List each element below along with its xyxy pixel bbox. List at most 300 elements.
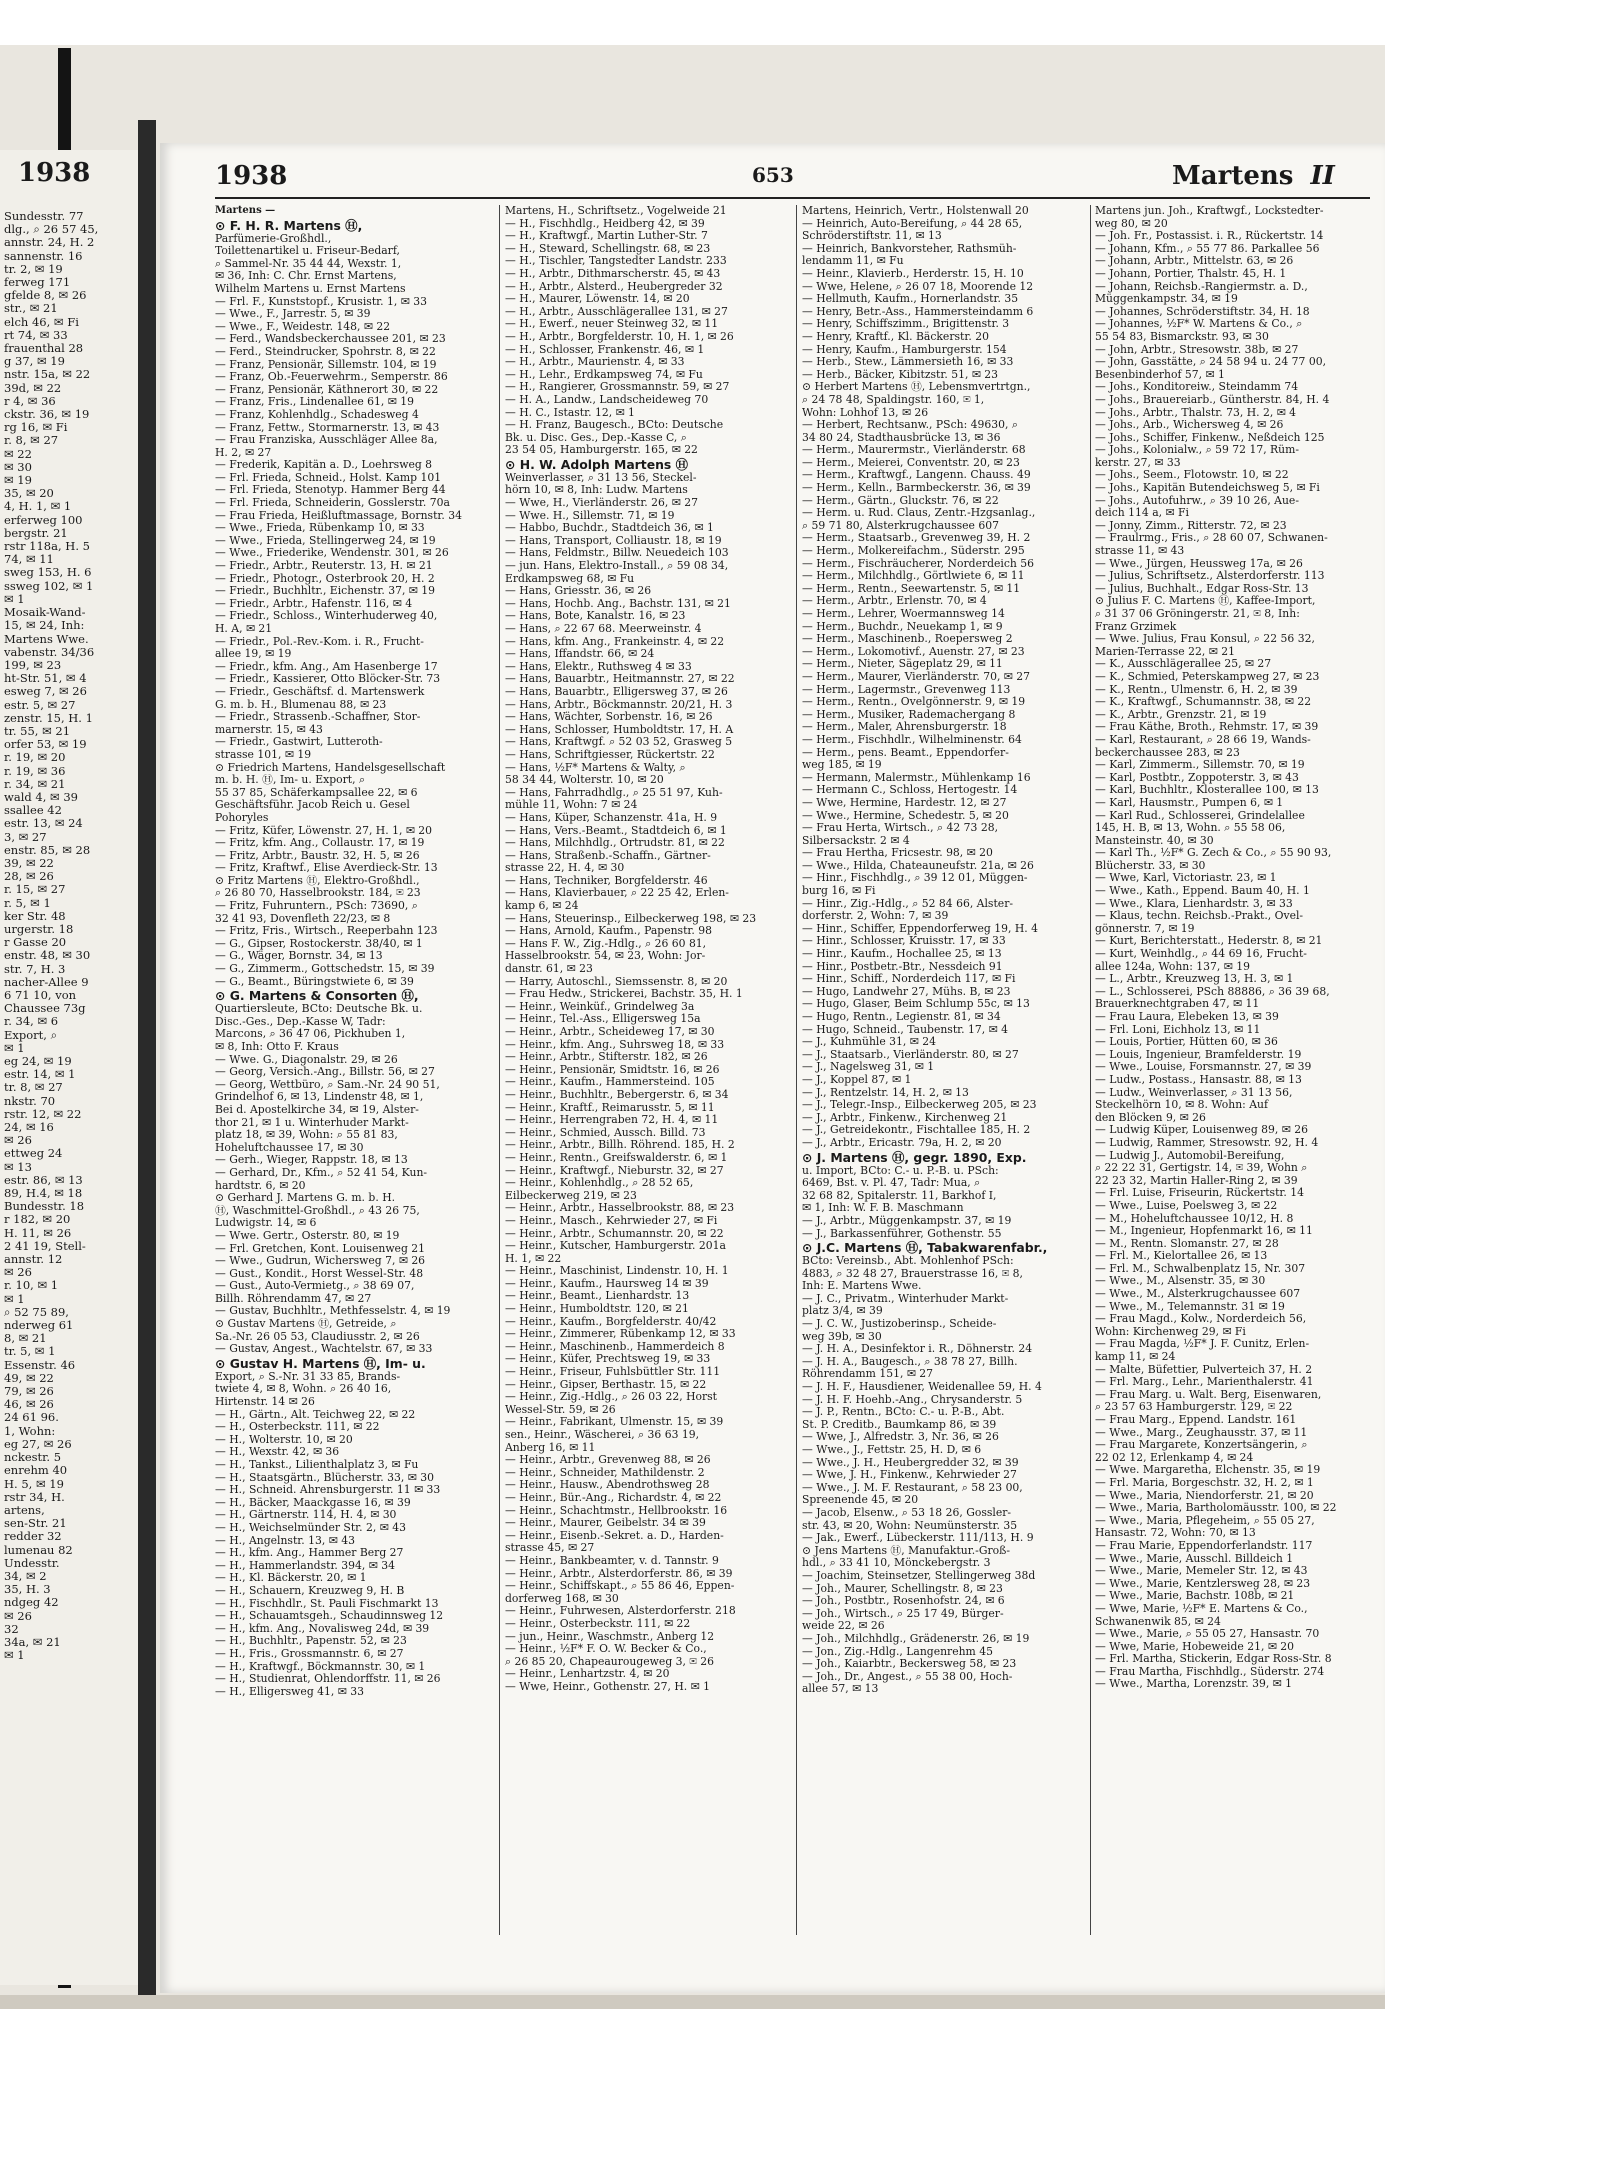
directory-entry-line: — H., Schauern, Kreuzweg 9, H. B [215, 1584, 405, 1597]
directory-entry-line: — H., Arbtr., Ausschlägerallee 131, ✉ 27 [505, 305, 728, 318]
directory-entry-line: ⌕ Sammel-Nr. 35 44 44, Wexstr. 1, [215, 257, 402, 270]
directory-entry-line: — Hans, Küper, Schanzenstr. 41a, H. 9 [505, 811, 718, 824]
directory-entry-line: — Heinr., Fabrikant, Ulmenstr. 15, ✉ 39 [505, 1416, 724, 1429]
directory-entry-line: — Hans, Fahrradhdlg., ⌕ 25 51 97, Kuh- [505, 786, 723, 799]
left-page-line: r Gasse 20 [4, 935, 67, 950]
directory-entry-line: — Herm., Maler, Ahrensburgerstr. 18 [802, 721, 1007, 734]
directory-entry-line: — Hans F. W., Zig.-Hdlg., ⌕ 26 60 81, [505, 937, 707, 950]
directory-entry-line: — Henry, Schiffszimm., Brigittenstr. 3 [802, 318, 1010, 331]
directory-entry-line: — Hans, Wächter, Sorbenstr. 16, ✉ 26 [505, 711, 713, 724]
left-page-line: H. 11, ✉ 26 [4, 1225, 72, 1240]
directory-entry-line: — Frau Hertha, Fricsestr. 98, ✉ 20 [802, 847, 993, 860]
left-page-line: elch 46, ✉ Fi [4, 314, 79, 329]
left-page-line: estr. 13, ✉ 24 [4, 816, 83, 831]
left-page-line: r. 10, ✉ 1 [4, 1278, 59, 1293]
left-page-line: orfer 53, ✉ 19 [4, 737, 87, 752]
left-page-line: 32 [4, 1621, 19, 1636]
left-page-line: nckestr. 5 [4, 1450, 62, 1465]
directory-entry-line: — Herm., Lokomotivf., Auenstr. 27, ✉ 23 [802, 645, 1025, 658]
firm-entry-heading: ⊙ Gustav H. Martens Ⓗ, Im- u. [215, 1355, 426, 1371]
directory-entry-line: — Wwe. H., Sillemstr. 71, ✉ 19 [505, 509, 675, 522]
firm-entry-heading: ⊙ J. Martens Ⓗ, gegr. 1890, Exp. [802, 1149, 1027, 1165]
directory-entry-line: — Heinr., Arbtr., Scheideweg 17, ✉ 30 [505, 1026, 715, 1038]
directory-entry-line: weg 185, ✉ 19 [802, 759, 882, 772]
directory-entry-line: hdl., ⌕ 33 41 10, Mönckebergstr. 3 [802, 1557, 991, 1570]
directory-entry-line: Bk. u. Disc. Ges., Dep.-Kasse C, ⌕ [505, 431, 687, 444]
directory-entry-line: — Heinr., Arbtr., Hasselbrookstr. 88, ✉ 23 [505, 1202, 735, 1215]
directory-entry-line: — Hans, Feldmstr., Billw. Neuedeich 103 [505, 547, 729, 560]
directory-entry-line: — Friedr., Geschäftsf. d. Martenswerk [215, 685, 425, 698]
directory-entry-line: ⊙ Gerhard J. Martens G. m. b. H. [215, 1192, 396, 1205]
directory-entry-line: marnerstr. 15, ✉ 43 [215, 723, 323, 736]
directory-entry-line: str. 43, ✉ 20, Wohn: Neumünsterstr. 35 [802, 1519, 1018, 1532]
left-page-line: estr. 5, ✉ 27 [4, 697, 76, 712]
directory-entry-line: — Frl. F., Kunststopf., Krusistr. 1, ✉ 33 [215, 295, 427, 308]
directory-entry-line: — Wwe., Frieda, Rübenkamp 10, ✉ 33 [215, 522, 425, 535]
left-page-line: esweg 7, ✉ 26 [4, 684, 87, 699]
directory-entry-line: — M., Ingenieur, Hopfenmarkt 16, ✉ 11 [1095, 1225, 1313, 1238]
directory-entry-line: allee 124a, Wohn: 137, ✉ 19 [1095, 960, 1250, 973]
directory-entry-line: — Herm., pens. Beamt., Eppendorfer- [802, 746, 1009, 759]
left-page-line: erferweg 100 [4, 512, 83, 527]
directory-entry-line: — Wwe., Marie, Memeler Str. 12, ✉ 43 [1095, 1565, 1308, 1578]
left-page-line: nacher-Allee 9 [4, 974, 89, 989]
directory-entry-line: 145, H. B, ✉ 13, Wohn. ⌕ 55 58 06, [1095, 822, 1286, 835]
directory-entry-line: — Hans, Hochb. Ang., Bachstr. 131, ✉ 21 [505, 597, 731, 610]
directory-entry-line: — Johs., Autofuhrw., ⌕ 39 10 26, Aue- [1095, 494, 1299, 507]
directory-entry-line: — Johann, Portier, Thalstr. 45, H. 1 [1095, 267, 1287, 280]
directory-entry-line: — Johs., Schiffer, Finkenw., Neßdeich 125 [1095, 431, 1325, 444]
directory-entry-line: Inh: E. Martens Wwe. [802, 1280, 922, 1293]
directory-entry-line: — Herm., Lehrer, Woermannsweg 14 [802, 608, 1005, 620]
directory-entry-line: — Joh., Wirtsch., ⌕ 25 17 49, Bürger- [802, 1607, 1004, 1620]
directory-entry-line: — Wwe. Gertr., Osterstr. 80, ✉ 19 [215, 1229, 400, 1242]
directory-entry-line: — Julius, Buchhalt., Edgar Ross-Str. 13 [1095, 582, 1309, 595]
directory-entry-line: — Friedr., Strassenb.-Schaffner, Stor- [215, 711, 421, 724]
left-page-line: eg 27, ✉ 26 [4, 1436, 72, 1451]
left-page-line: estr. 14, ✉ 1 [4, 1067, 76, 1082]
directory-entry-line: dorferweg 168, ✉ 30 [505, 1592, 619, 1605]
directory-entry-line: ⊙ Gustav Martens Ⓗ, Getreide, ⌕ [215, 1318, 397, 1331]
left-page-line: Export, ⌕ [4, 1027, 58, 1042]
left-page-line: tr. 8, ✉ 27 [4, 1080, 63, 1095]
directory-entry-line: den Blöcken 9, ✉ 26 [1095, 1111, 1206, 1124]
directory-entry-line: — Wwe, Marie, ½F* E. Martens & Co., [1095, 1602, 1308, 1615]
directory-entry-line: — Hans, Elektr., Ruthsweg 4 ✉ 33 [505, 660, 692, 673]
left-page-fragment [0, 150, 138, 1985]
directory-entry-line: — Frau Laura, Elebeken 13, ✉ 39 [1095, 1011, 1279, 1023]
left-page-line: H. 5, ✉ 19 [4, 1476, 64, 1491]
directory-entry-line: — Fritz, Fris., Wirtsch., Reeperbahn 123 [215, 925, 438, 938]
column-divider [499, 205, 500, 1935]
left-page-line: 39, ✉ 22 [4, 855, 54, 870]
directory-entry-line: — J. C. W., Justizoberinsp., Scheide- [802, 1318, 997, 1331]
directory-entry-line: hardtstr. 6, ✉ 20 [215, 1179, 306, 1192]
directory-entry-line: — Wwe, Heinr., Gothenstr. 27, H. ✉ 1 [505, 1680, 711, 1693]
left-page-line: 35, ✉ 20 [4, 486, 54, 501]
directory-entry-line: — Heinr., Arbtr., Stifterstr. 182, ✉ 26 [505, 1051, 708, 1064]
directory-entry-line: — Hugo, Schneid., Taubenstr. 17, ✉ 4 [802, 1023, 1008, 1036]
left-page-line: r. 19, ✉ 36 [4, 763, 66, 778]
directory-entry-line: — Frl. Luise, Friseurin, Rückertstr. 14 [1095, 1187, 1305, 1200]
directory-entry-line: — Wwe., Marie, Ausschl. Billdeich 1 [1095, 1552, 1294, 1565]
left-page-line: 199, ✉ 23 [4, 657, 62, 672]
directory-entry-line: — J. P., Rentn., BCto: C.- u. P.-B., Abt. [802, 1406, 1005, 1419]
directory-entry-line: — Hans, Arbtr., Böckmannstr. 20/21, H. 3 [505, 698, 733, 711]
left-page-line: nderweg 61 [4, 1318, 74, 1333]
directory-entry-line: — Frau Käthe, Broth., Rehmstr. 17, ✉ 39 [1095, 721, 1319, 734]
directory-entry-line: — Wwe., Friederike, Wendenstr. 301, ✉ 26 [215, 547, 449, 560]
directory-entry-line: 4883, ⌕ 32 48 27, Brauerstrasse 16, ✉ 8, [802, 1267, 1023, 1280]
left-page-text-column [4, 210, 138, 1662]
left-page-line: Mosaik-Wand- [4, 605, 86, 620]
directory-entry-line: Hoheluftchaussee 17, ✉ 30 [215, 1141, 364, 1154]
directory-entry-line: — Wwe., J. M. F. Restaurant, ⌕ 58 23 00, [802, 1481, 1023, 1494]
directory-entry-line: — Herm., Fischhdlr., Wilhelminenstr. 64 [802, 733, 1022, 746]
directory-entry-line: — H., Wolterstr. 10, ✉ 20 [215, 1433, 353, 1446]
directory-entry-line: — H., kfm. Ang., Hammer Berg 27 [215, 1547, 404, 1560]
directory-entry-line: — Heinr., Arbtr., Schumannstr. 20, ✉ 22 [505, 1227, 724, 1240]
directory-entry-line: — Herm., Molkereifachm., Süderstr. 295 [802, 545, 1025, 558]
directory-entry-line: — Fritz, kfm. Ang., Collaustr. 17, ✉ 19 [215, 837, 425, 850]
directory-entry-line: — Wwe., Kath., Eppend. Baum 40, H. 1 [1095, 885, 1310, 898]
directory-entry-line: — Wwe, H., Vierländerstr. 26, ✉ 27 [505, 497, 698, 510]
directory-entry-line: mühle 11, Wohn: 7 ✉ 24 [505, 799, 638, 812]
directory-entry-line: — Frl. Loni, Eichholz 13, ✉ 11 [1095, 1023, 1261, 1036]
directory-entry-line: — Herm., Kelln., Barmbeckerstr. 36, ✉ 39 [802, 482, 1031, 495]
directory-entry-line: H. A, ✉ 21 [215, 623, 273, 635]
directory-entry-line: ⊙ Julius F. C. Martens Ⓗ, Kaffee-Import, [1095, 595, 1316, 608]
directory-entry-line: — Heinr., Weinküf., Grindelweg 3a [505, 1000, 695, 1013]
directory-entry-line: — J. H. A., Desinfektor i. R., Döhnerstr. 24 [802, 1343, 1033, 1356]
left-page-line: eg 24, ✉ 19 [4, 1054, 72, 1068]
directory-entry-line: — Jacob, Elsenw., ⌕ 53 18 26, Gossler- [802, 1506, 1012, 1519]
directory-entry-line: — K., Ausschlägerallee 25, ✉ 27 [1095, 658, 1272, 671]
directory-entry-line: — Franz, Kohlenhdlg., Schadesweg 4 [215, 408, 419, 421]
directory-entry-line: — Frl. Martha, Stickerin, Edgar Ross-Str. 8 [1095, 1653, 1332, 1666]
left-page-line: nstr. 15a, ✉ 22 [4, 367, 91, 382]
directory-entry-line: — J. C., Privatm., Winterhuder Markt- [802, 1292, 1009, 1305]
directory-entry-line: — Hans, Steuerinsp., Eilbeckerweg 198, ✉ 23 [505, 912, 757, 925]
directory-entry-line: — Johannes, Schröderstiftstr. 34, H. 18 [1095, 305, 1310, 318]
directory-entry-line: — Johs., Seem., Flotowstr. 10, ✉ 22 [1095, 469, 1289, 482]
directory-entry-line: — Herm., Lagermstr., Grevenweg 113 [802, 683, 1011, 696]
directory-entry-line: — Hinr., Schlosser, Kruisstr. 17, ✉ 33 [802, 935, 1006, 948]
directory-entry-line: — Karl, Hausmstr., Pumpen 6, ✉ 1 [1095, 796, 1284, 809]
directory-entry-line: — Hugo, Landwehr 27, Mühs. B, ✉ 23 [802, 985, 1011, 998]
left-page-line: estr. 86, ✉ 13 [4, 1172, 83, 1187]
directory-entry-line: — Karl, Zimmerm., Sillemstr. 70, ✉ 19 [1095, 759, 1305, 772]
directory-entry-line: — Hans, Bote, Kanalstr. 16, ✉ 23 [505, 610, 686, 623]
directory-entry-line: Hasselbrookstr. 54, ✉ 23, Wohn: Jor- [505, 950, 706, 963]
directory-entry-line: ⊙ Jens Martens Ⓗ, Manufaktur.-Groß- [802, 1544, 1010, 1557]
left-page-line: str. 7, H. 3 [4, 961, 66, 976]
directory-entry-line: — J., Arbtr., Finkenw., Kirchenweg 21 [802, 1111, 1008, 1124]
directory-entry-line: — Johs., Arbtr., Thalstr. 73, H. 2, ✉ 4 [1095, 406, 1297, 419]
left-page-line: 24, ✉ 16 [4, 1120, 54, 1135]
directory-entry-line: — Georg, Versich.-Ang., Billstr. 56, ✉ 27 [215, 1066, 435, 1079]
directory-entry-line: Hansastr. 72, Wohn: 70, ✉ 13 [1095, 1527, 1256, 1540]
left-page-line: r 4, ✉ 36 [4, 393, 56, 408]
directory-entry-line: — H., Osterbeckstr. 111, ✉ 22 [215, 1421, 380, 1434]
directory-entry-line: — Klaus, techn. Reichsb.-Prakt., Övel- [1095, 910, 1304, 923]
directory-entry-line: — Friedr., Arbtr., Reuterstr. 13, H. ✉ 21 [215, 560, 433, 573]
directory-entry-line: — Hans, Vers.-Beamt., Stadtdeich 6, ✉ 1 [505, 824, 727, 837]
directory-entry-line: — Hinr., Fischhdlg., ⌕ 39 12 01, Müggen- [802, 872, 1028, 885]
directory-entry-line: — H., kfm. Ang., Novalisweg 24d, ✉ 39 [215, 1622, 430, 1635]
directory-entry-line: — Frl. M., Kielortallee 26, ✉ 13 [1095, 1250, 1268, 1263]
left-page-line: wald 4, ✉ 39 [4, 789, 78, 804]
left-page-line: annstr. 12 [4, 1252, 63, 1267]
directory-entry-line: burg 16, ✉ Fi [802, 885, 876, 898]
directory-entry-line: platz 18, ✉ 39, Wohn: ⌕ 55 81 83, [215, 1129, 398, 1142]
directory-entry-line: — Georg, Wettbüro, ⌕ Sam.-Nr. 24 90 51, [215, 1078, 440, 1091]
header-running-name [1172, 161, 1335, 191]
directory-entry-line: — Herm., Rentn., Seewartenstr. 5, ✉ 11 [802, 582, 1021, 595]
directory-entry-line: — Wwe., Marg., Zeughausstr. 37, ✉ 11 [1095, 1426, 1308, 1439]
directory-entry-line: strasse 22, H. 4, ✉ 30 [505, 862, 625, 875]
directory-entry-line: — H., Buchhltr., Papenstr. 52, ✉ 23 [215, 1635, 407, 1648]
directory-entry-line: Brauerknechtgraben 47, ✉ 11 [1095, 998, 1260, 1011]
left-page-line: enstr. 85, ✉ 28 [4, 842, 91, 857]
directory-entry-line: — Hinr., Schiffer, Eppendorferweg 19, H. 4 [802, 922, 1038, 935]
directory-entry-line: — Joh., Dr., Angest., ⌕ 55 38 00, Hoch- [802, 1670, 1013, 1683]
directory-entry-line: 22 02 12, Erlenkamp 4, ✉ 24 [1095, 1451, 1254, 1464]
directory-entry-line: — John, Arbtr., Stresowstr. 38b, ✉ 27 [1095, 343, 1299, 356]
directory-entry-line: — Heinr., Gipser, Berthastr. 15, ✉ 22 [505, 1378, 707, 1391]
directory-entry-line: — Jak., Ewerf., Lübeckerstr. 111/113, H. 9 [802, 1532, 1034, 1545]
directory-page [160, 143, 1385, 1993]
directory-entry-line: — Hans, Milchhdlg., Ortrudstr. 81, ✉ 22 [505, 837, 725, 850]
directory-entry-line: — Hans, Arnold, Kaufm., Papenstr. 98 [505, 925, 712, 938]
directory-entry-line: — Heinr., Kaufm., Hammersteind. 105 [505, 1076, 715, 1089]
directory-entry-line: — Wwe. G., Diagonalstr. 29, ✉ 26 [215, 1053, 398, 1066]
directory-entry-line: Pohoryles [215, 811, 269, 824]
directory-column-3 [802, 205, 1087, 1965]
left-page-line: 1, Wohn: [4, 1423, 56, 1438]
directory-entry-line: Franz Grzimek [1095, 620, 1177, 633]
left-page-line: 2 41 19, Stell- [4, 1238, 86, 1253]
directory-entry-line: — J. H. F., Hausdiener, Weidenallee 59, H. 4 [802, 1381, 1042, 1394]
directory-entry-line: — Heinr., Kohlenhdlg., ⌕ 28 52 65, [505, 1177, 694, 1190]
directory-entry-line: — Wwe., Jürgen, Heussweg 17a, ✉ 26 [1095, 557, 1303, 570]
directory-entry-line: Weinverlasser, ⌕ 31 13 56, Steckel- [505, 471, 697, 484]
directory-entry-line: platz 3/4, ✉ 39 [802, 1305, 883, 1318]
directory-entry-line: — Hinr., Postbetr.-Btr., Nessdeich 91 [802, 960, 1003, 973]
left-page-line: ✉ 26 [4, 1133, 32, 1148]
directory-entry-line: — Fraulrmg., Fris., ⌕ 28 60 07, Schwanen- [1095, 532, 1328, 545]
directory-entry-line: Wohn: Kirchenweg 29, ✉ Fi [1095, 1325, 1246, 1338]
directory-entry-line: — K., Arbtr., Grenzstr. 21, ✉ 19 [1095, 708, 1267, 721]
directory-entry-line: — Frl. Maria, Borgeschstr. 32, H. 2, ✉ 1 [1095, 1476, 1314, 1489]
directory-entry-line: — Frau Hedw., Strickerei, Bachstr. 35, H. 1 [505, 988, 743, 1001]
directory-entry-line: — J., Arbtr., Müggenkampstr. 37, ✉ 19 [802, 1214, 1012, 1227]
directory-entry-line: Martens, H., Schriftsetz., Vogelweide 21 [505, 205, 727, 217]
directory-entry-line: 32 41 93, Dovenfleth 22/23, ✉ 8 [215, 912, 391, 925]
directory-entry-line: — Frau Frieda, Heißluftmassage, Bornstr. 34 [215, 509, 462, 522]
directory-entry-line: — J., Kuhmühle 31, ✉ 24 [802, 1036, 936, 1049]
directory-entry-line: — K., Rentn., Ulmenstr. 6, H. 2, ✉ 39 [1095, 683, 1298, 696]
directory-entry-line: — Johs., Brauereiarb., Güntherstr. 84, H. 4 [1095, 393, 1330, 406]
directory-entry-line: — Louis, Ingenieur, Bramfelderstr. 19 [1095, 1048, 1302, 1061]
directory-entry-line: — Gust., Auto-Vermietg., ⌕ 38 69 07, [215, 1280, 415, 1293]
directory-entry-line: — Frau Herta, Wirtsch., ⌕ 42 73 28, [802, 822, 998, 835]
directory-entry-line: — Heinr., Kutscher, Hamburgerstr. 201a [505, 1240, 726, 1253]
directory-entry-line: — H., Fris., Grossmannstr. 6, ✉ 27 [215, 1647, 404, 1660]
left-page-line: r. 5, ✉ 1 [4, 895, 51, 910]
left-page-line: ✉ 22 [4, 446, 32, 461]
directory-entry-line: 34 80 24, Stadthausbrücke 13, ✉ 36 [802, 431, 1001, 444]
directory-entry-line: — H., Schneid. Ahrensburgerstr. 11 ✉ 33 [215, 1484, 441, 1497]
directory-column-1 [215, 205, 495, 1965]
directory-entry-line: — Gerhard, Dr., Kfm., ⌕ 52 41 54, Kun- [215, 1166, 428, 1179]
directory-entry-line: — Joh., Milchhdlg., Grädenerstr. 26, ✉ 19 [802, 1632, 1030, 1645]
directory-entry-line: — J., Rentzelstr. 14, H. 2, ✉ 13 [802, 1086, 969, 1099]
directory-entry-line: — Wwe., Hilda, Chateauneufstr. 21a, ✉ 26 [802, 859, 1034, 872]
left-page-line: enrehm 40 [4, 1463, 68, 1478]
directory-entry-line: — Hans, Schriftgiesser, Rückertstr. 22 [505, 748, 715, 761]
directory-entry-line: — Gustav, Buchhltr., Methfesselstr. 4, ✉ 19 [215, 1305, 451, 1318]
left-page-line: ✉ 1 [4, 1648, 25, 1663]
directory-entry-line: — Joh. Fr., Postassist. i. R., Rückertstr. 14 [1095, 230, 1324, 243]
directory-entry-line: — Wwe., Maria, Pflegeheim, ⌕ 55 05 27, [1095, 1514, 1315, 1527]
directory-entry-line: — Wwe, Hermine, Hardestr. 12, ✉ 27 [802, 796, 1007, 809]
directory-entry-line: — Heinr., Humboldtstr. 120, ✉ 21 [505, 1303, 689, 1316]
directory-entry-line: — Hans, ⌕ 22 67 68. Meerweinstr. 4 [505, 623, 702, 635]
directory-entry-line: — Henry, Kraftf., Kl. Bäckerstr. 20 [802, 330, 989, 343]
left-page-line: 46, ✉ 26 [4, 1397, 54, 1412]
directory-entry-line: deich 114 a, ✉ Fi [1095, 507, 1189, 520]
left-page-line: 8, ✉ 21 [4, 1331, 47, 1346]
directory-entry-line: — Hans, Bauarbtr., Elligersweg 37, ✉ 26 [505, 685, 728, 698]
directory-entry-line: — Henry, Betr.-Ass., Hammersteindamm 6 [802, 305, 1034, 318]
directory-entry-line: kamp 6, ✉ 24 [505, 900, 579, 913]
directory-entry-line: — Herm., Staatsarb., Grevenweg 39, H. 2 [802, 532, 1031, 545]
directory-entry-line: — Frau Margarete, Konzertsängerin, ⌕ [1095, 1439, 1308, 1452]
directory-entry-line: — Wwe, Helene, ⌕ 26 07 18, Moorende 12 [802, 280, 1034, 293]
directory-entry-line: — Frl. M., Schwalbenplatz 15, Nr. 307 [1095, 1262, 1306, 1275]
left-page-line: frauenthal 28 [4, 341, 84, 356]
directory-entry-line: — Heinr., Beamt., Lienhardstr. 13 [505, 1290, 690, 1303]
directory-entry-line: — H., Gärtn., Alt. Teichweg 22, ✉ 22 [215, 1408, 416, 1421]
directory-entry-line: — Hans, Techniker, Borgfelderstr. 46 [505, 874, 708, 887]
page-header [160, 143, 1385, 195]
left-page-line: nkstr. 70 [4, 1093, 56, 1108]
directory-entry-line: Geschäftsführ. Jacob Reich u. Gesel [215, 799, 410, 812]
directory-entry-line: — Herm., Gärtn., Gluckstr. 76, ✉ 22 [802, 494, 999, 507]
left-page-line: ✉ 13 [4, 1159, 32, 1174]
directory-entry-line: — M., Rentn. Slomanstr. 27, ✉ 28 [1095, 1237, 1279, 1250]
directory-entry-line: — H., Schlosser, Frankenstr. 46, ✉ 1 [505, 343, 705, 356]
left-page-line: 34a, ✉ 21 [4, 1634, 61, 1649]
directory-entry-line: — Heinr., Hausw., Abendrothsweg 28 [505, 1479, 710, 1492]
directory-entry-line: — Friedr., kfm. Ang., Am Hasenberge 17 [215, 660, 438, 673]
directory-entry-line: — H., Bäcker, Maackgasse 16, ✉ 39 [215, 1496, 411, 1509]
directory-entry-line: strasse 45, ✉ 27 [505, 1542, 595, 1555]
left-page-line: ettweg 24 [4, 1146, 63, 1161]
page-number: 653 [752, 163, 794, 187]
directory-entry-line: — Fritz, Fuhruntern., PSch: 73690, ⌕ [215, 900, 418, 913]
directory-entry-line: — H., Hammerlandstr. 394, ✉ 34 [215, 1559, 395, 1572]
directory-entry-line: — Friedr., Pol.-Rev.-Kom. i. R., Frucht- [215, 635, 424, 648]
directory-entry-line: — K., Kraftwgf., Schumannstr. 38, ✉ 22 [1095, 696, 1312, 709]
directory-entry-line: — Wwe., Marie, Kentzlersweg 28, ✉ 23 [1095, 1577, 1311, 1590]
directory-entry-line: Grindelhof 6, ✉ 13, Lindenstr 48, ✉ 1, [215, 1091, 424, 1104]
directory-entry-line: — K., Schmied, Peterskampweg 27, ✉ 23 [1095, 670, 1320, 683]
header-name: Martens [1172, 161, 1294, 191]
directory-entry-line: — G., Wäger, Bornstr. 34, ✉ 13 [215, 950, 383, 963]
directory-entry-line: — Johs., Kapitän Butendeichsweg 5, ✉ Fi [1095, 482, 1320, 495]
directory-entry-line: — Heinr., Arbtr., Grevenweg 88, ✉ 26 [505, 1454, 711, 1467]
directory-entry-line: Wessel-Str. 59, ✉ 26 [505, 1403, 616, 1416]
directory-entry-line: — Heinr., Zig.-Hdlg., ⌕ 26 03 22, Horst [505, 1391, 718, 1404]
directory-entry-line: u. Import, BCto: C.- u. P.-B. u. PSch: [802, 1164, 999, 1177]
directory-entry-line: — Gustav, Angest., Wachtelstr. 67, ✉ 33 [215, 1343, 433, 1356]
directory-entry-line: — Hans, kfm. Ang., Frankeinstr. 4, ✉ 22 [505, 635, 725, 648]
directory-entry-line: danstr. 61, ✉ 23 [505, 963, 593, 976]
directory-entry-line: Mansteinstr. 40, ✉ 30 [1095, 834, 1214, 847]
directory-entry-line: weide 22, ✉ 26 [802, 1620, 885, 1633]
directory-entry-line: — H., Wexstr. 42, ✉ 36 [215, 1446, 340, 1459]
directory-entry-line: strasse 11, ✉ 43 [1095, 545, 1185, 558]
directory-entry-line: — J., Nagelsweg 31, ✉ 1 [802, 1061, 935, 1074]
directory-entry-line: Toilettenartikel u. Friseur-Bedarf, [215, 245, 400, 258]
directory-entry-line: — Wwe., J. H., Heubergredder 32, ✉ 39 [802, 1456, 1019, 1469]
left-page-line: sen-Str. 21 [4, 1516, 67, 1531]
directory-entry-line: — Heinr., Arbtr., Alsterdorferstr. 86, ✉ 39 [505, 1567, 733, 1580]
directory-entry-line: — Hans, Schlosser, Humboldtstr. 17, H. A [505, 723, 734, 736]
left-page-line: 39d, ✉ 22 [4, 380, 62, 395]
directory-entry-line: — Frl. Frieda, Schneiderin, Gosslerstr. 70a [215, 497, 450, 510]
directory-entry-line: ⌕ 23 57 63 Hamburgerstr. 129, ✉ 22 [1095, 1401, 1293, 1414]
directory-entry-line: — H., Arbtr., Dithmarscherstr. 45, ✉ 43 [505, 267, 721, 280]
directory-entry-line: — Wwe, Karl, Victoriastr. 23, ✉ 1 [1095, 872, 1277, 885]
directory-entry-line: ⌕ 26 80 70, Hasselbrookstr. 184, ✉ 23 [215, 887, 421, 900]
directory-entry-line: — Hermann, Malermstr., Mühlenkamp 16 [802, 771, 1031, 784]
directory-entry-line: — Hugo, Rentn., Legienstr. 81, ✉ 34 [802, 1011, 1001, 1023]
directory-entry-line: — H., Rangierer, Grossmannstr. 59, ✉ 27 [505, 381, 730, 394]
directory-entry-line: — Joachim, Steinsetzer, Stellingerweg 38d [802, 1569, 1036, 1582]
directory-entry-line: Schwanenwik 85, ✉ 24 [1095, 1615, 1221, 1628]
left-page-line: ✉ 19 [4, 473, 32, 488]
directory-entry-line: — Herm., Maurermstr., Vierländerstr. 68 [802, 444, 1026, 457]
header-year: 1938 [215, 161, 288, 191]
directory-entry-line: Ⓗ, Waschmittel-Großhdl., ⌕ 43 26 75, [215, 1204, 420, 1217]
directory-entry-line: — Hans, Bauarbtr., Heitmannstr. 27, ✉ 22 [505, 673, 735, 686]
left-page-line: rstr. 12, ✉ 22 [4, 1106, 82, 1121]
directory-entry-line: — Heinr., kfm. Ang., Suhrsweg 18, ✉ 33 [505, 1038, 725, 1051]
directory-entry-line: Ludwigstr. 14, ✉ 6 [215, 1217, 317, 1230]
directory-entry-line: — Hans, Transport, Colliaustr. 18, ✉ 19 [505, 534, 722, 547]
directory-entry-line: — Friedr., Gastwirt, Lutteroth- [215, 736, 383, 749]
directory-entry-line: — J., Getreidekontr., Fischtallee 185, H. 2 [802, 1124, 1031, 1137]
directory-entry-line: ⊙ Friedrich Martens, Handelsgesellschaft [215, 761, 446, 774]
directory-entry-line: — Louis, Portier, Hütten 60, ✉ 36 [1095, 1036, 1278, 1049]
directory-entry-line: — H. Franz, Baugesch., BCto: Deutsche [505, 419, 724, 432]
directory-entry-line: — G., Zimmerm., Gottschedstr. 15, ✉ 39 [215, 963, 435, 976]
directory-entry-line: — Julius, Schriftsetz., Alsterdorferstr. 113 [1095, 570, 1325, 583]
left-page-line: 35, H. 3 [4, 1582, 51, 1597]
left-page-line: ndgeg 42 [4, 1595, 59, 1610]
left-page-line: 49, ✉ 22 [4, 1370, 54, 1385]
left-page-line: artens, [4, 1502, 45, 1517]
directory-entry-line: ✉ 36, Inh: C. Chr. Ernst Martens, [215, 270, 397, 283]
left-page-line: ferweg 171 [4, 275, 71, 290]
directory-entry-line: — H., Schauamtsgeh., Schaudinnsweg 12 [215, 1610, 444, 1623]
left-page-line: ✉ 26 [4, 1608, 32, 1623]
directory-entry-line: 32 68 82, Spitalerstr. 11, Barkhof I, [802, 1189, 997, 1202]
left-page-line: ckstr. 36, ✉ 19 [4, 407, 90, 422]
